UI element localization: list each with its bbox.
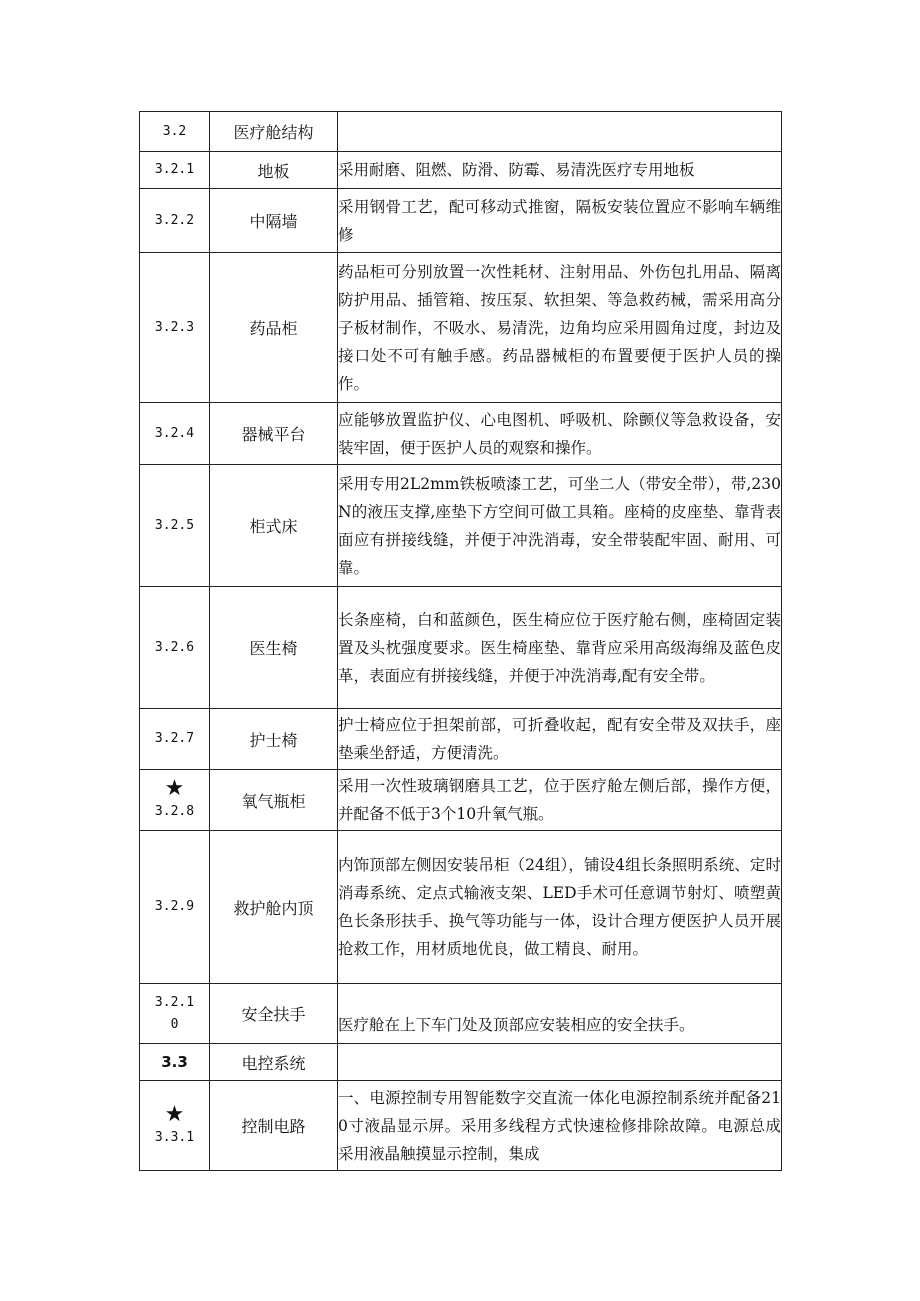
star-icon: ★ — [164, 776, 185, 801]
spec-table — [139, 111, 782, 1171]
item-name: 中隔墙 — [210, 189, 338, 253]
item-name: 医疗舱结构 — [210, 112, 338, 152]
item-name: 控制电路 — [210, 1081, 338, 1171]
item-description: 长条座椅，白和蓝颜色，医生椅应位于医疗舱右侧，座椅固定装置及头枕强度要求。医生椅座垫、靠背应采用高级海绵及蓝色皮革，表面应有拼接线缝，并便于冲洗消毒,配有安全带。 — [338, 587, 782, 709]
item-description: 内饰顶部左侧因安装吊柜（24组），铺设4组长条照明系统、定时消毒系统、定点式输液支架、LED手术可任意调节射灯、喷塑黄色长条形扶手、换气等功能与一体，设计合理方便医护人员开展抢救工作，用材质地优良，做工精良、耐用。 — [338, 831, 782, 984]
item-number-text: 3.3.1 — [154, 1129, 195, 1145]
table-row — [140, 1044, 782, 1081]
item-name: 药品柜 — [210, 253, 338, 403]
item-name: 医生椅 — [210, 587, 338, 709]
table-row — [140, 770, 782, 831]
item-name: 救护舱内顶 — [210, 831, 338, 984]
item-description: 应能够放置监护仪、心电图机、呼吸机、除颤仪等急救设备，安装牢固，便于医护人员的观察和操作。 — [338, 403, 782, 465]
item-description — [338, 112, 782, 152]
item-description: 采用钢骨工艺，配可移动式推窗，隔板安装位置应不影响车辆维修 — [338, 189, 782, 253]
item-number: 3.2.6 — [140, 587, 210, 709]
table-row — [140, 253, 782, 403]
table-row — [140, 587, 782, 709]
item-name: 器械平台 — [210, 403, 338, 465]
item-number: 3.2.2 — [140, 189, 210, 253]
star-icon: ★ — [164, 1101, 185, 1127]
table-row — [140, 709, 782, 770]
table-row — [140, 189, 782, 253]
item-description: 采用耐磨、阻燃、防滑、防霉、易清洗医疗专用地板 — [338, 152, 782, 189]
item-number: 3.3 — [140, 1044, 210, 1081]
table-row — [140, 152, 782, 189]
item-description — [338, 1044, 782, 1081]
item-number — [140, 770, 210, 831]
item-name: 护士椅 — [210, 709, 338, 770]
item-number: 3.2.1 — [140, 152, 210, 189]
item-number — [140, 1081, 210, 1171]
item-number: 3.2.7 — [140, 709, 210, 770]
table-row — [140, 831, 782, 984]
item-number: 3.2.3 — [140, 253, 210, 403]
item-number: 3.2.9 — [140, 831, 210, 984]
item-number-line2: 0 — [170, 1016, 179, 1032]
item-description: 护士椅应位于担架前部，可折叠收起，配有安全带及双扶手，座垫乘坐舒适，方便清洗。 — [338, 709, 782, 770]
item-number-text: 3.2.8 — [154, 804, 195, 819]
item-description: 药品柜可分别放置一次性耗材、注射用品、外伤包扎用品、隔离防护用品、插管箱、按压泵、软担架、等急救药械，需采用高分子板材制作，不吸水、易清洗，边角均应采用圆角过度，封边及接口处不可有触手感。药品器械柜的布置要便于医护人员的操作。 — [338, 253, 782, 403]
table-row — [140, 984, 782, 1044]
item-description: 医疗舱在上下车门处及顶部应安装相应的安全扶手。 — [338, 984, 782, 1044]
item-description: 采用一次性玻璃钢磨具工艺，位于医疗舱左侧后部，操作方便，并配备不低于3个10升氧气瓶。 — [338, 770, 782, 831]
item-name: 电控系统 — [210, 1044, 338, 1081]
item-number: 3.2.4 — [140, 403, 210, 465]
item-name: 氧气瓶柜 — [210, 770, 338, 831]
item-number: 3.2.5 — [140, 465, 210, 587]
table-row — [140, 112, 782, 152]
item-number-line1: 3.2.1 — [154, 994, 195, 1010]
item-description: 一、电源控制专用智能数字交直流一体化电源控制系统并配备210寸液晶显示屏。采用多线程方式快速检修排除故障。电源总成采用液晶触摸显示控制，集成 — [338, 1081, 782, 1171]
item-description: 采用专用2L2mm铁板喷漆工艺，可坐二人（带安全带），带,230N的液压支撑,座垫下方空间可做工具箱。座椅的皮座垫、靠背表面应有拼接线缝，并便于冲洗消毒，安全带装配牢固、耐用、可靠。 — [338, 465, 782, 587]
item-name: 安全扶手 — [210, 984, 338, 1044]
table-row — [140, 465, 782, 587]
table-row — [140, 403, 782, 465]
item-name: 柜式床 — [210, 465, 338, 587]
item-name: 地板 — [210, 152, 338, 189]
table-row — [140, 1081, 782, 1171]
item-number: 3.2 — [140, 112, 210, 152]
item-number — [140, 984, 210, 1044]
